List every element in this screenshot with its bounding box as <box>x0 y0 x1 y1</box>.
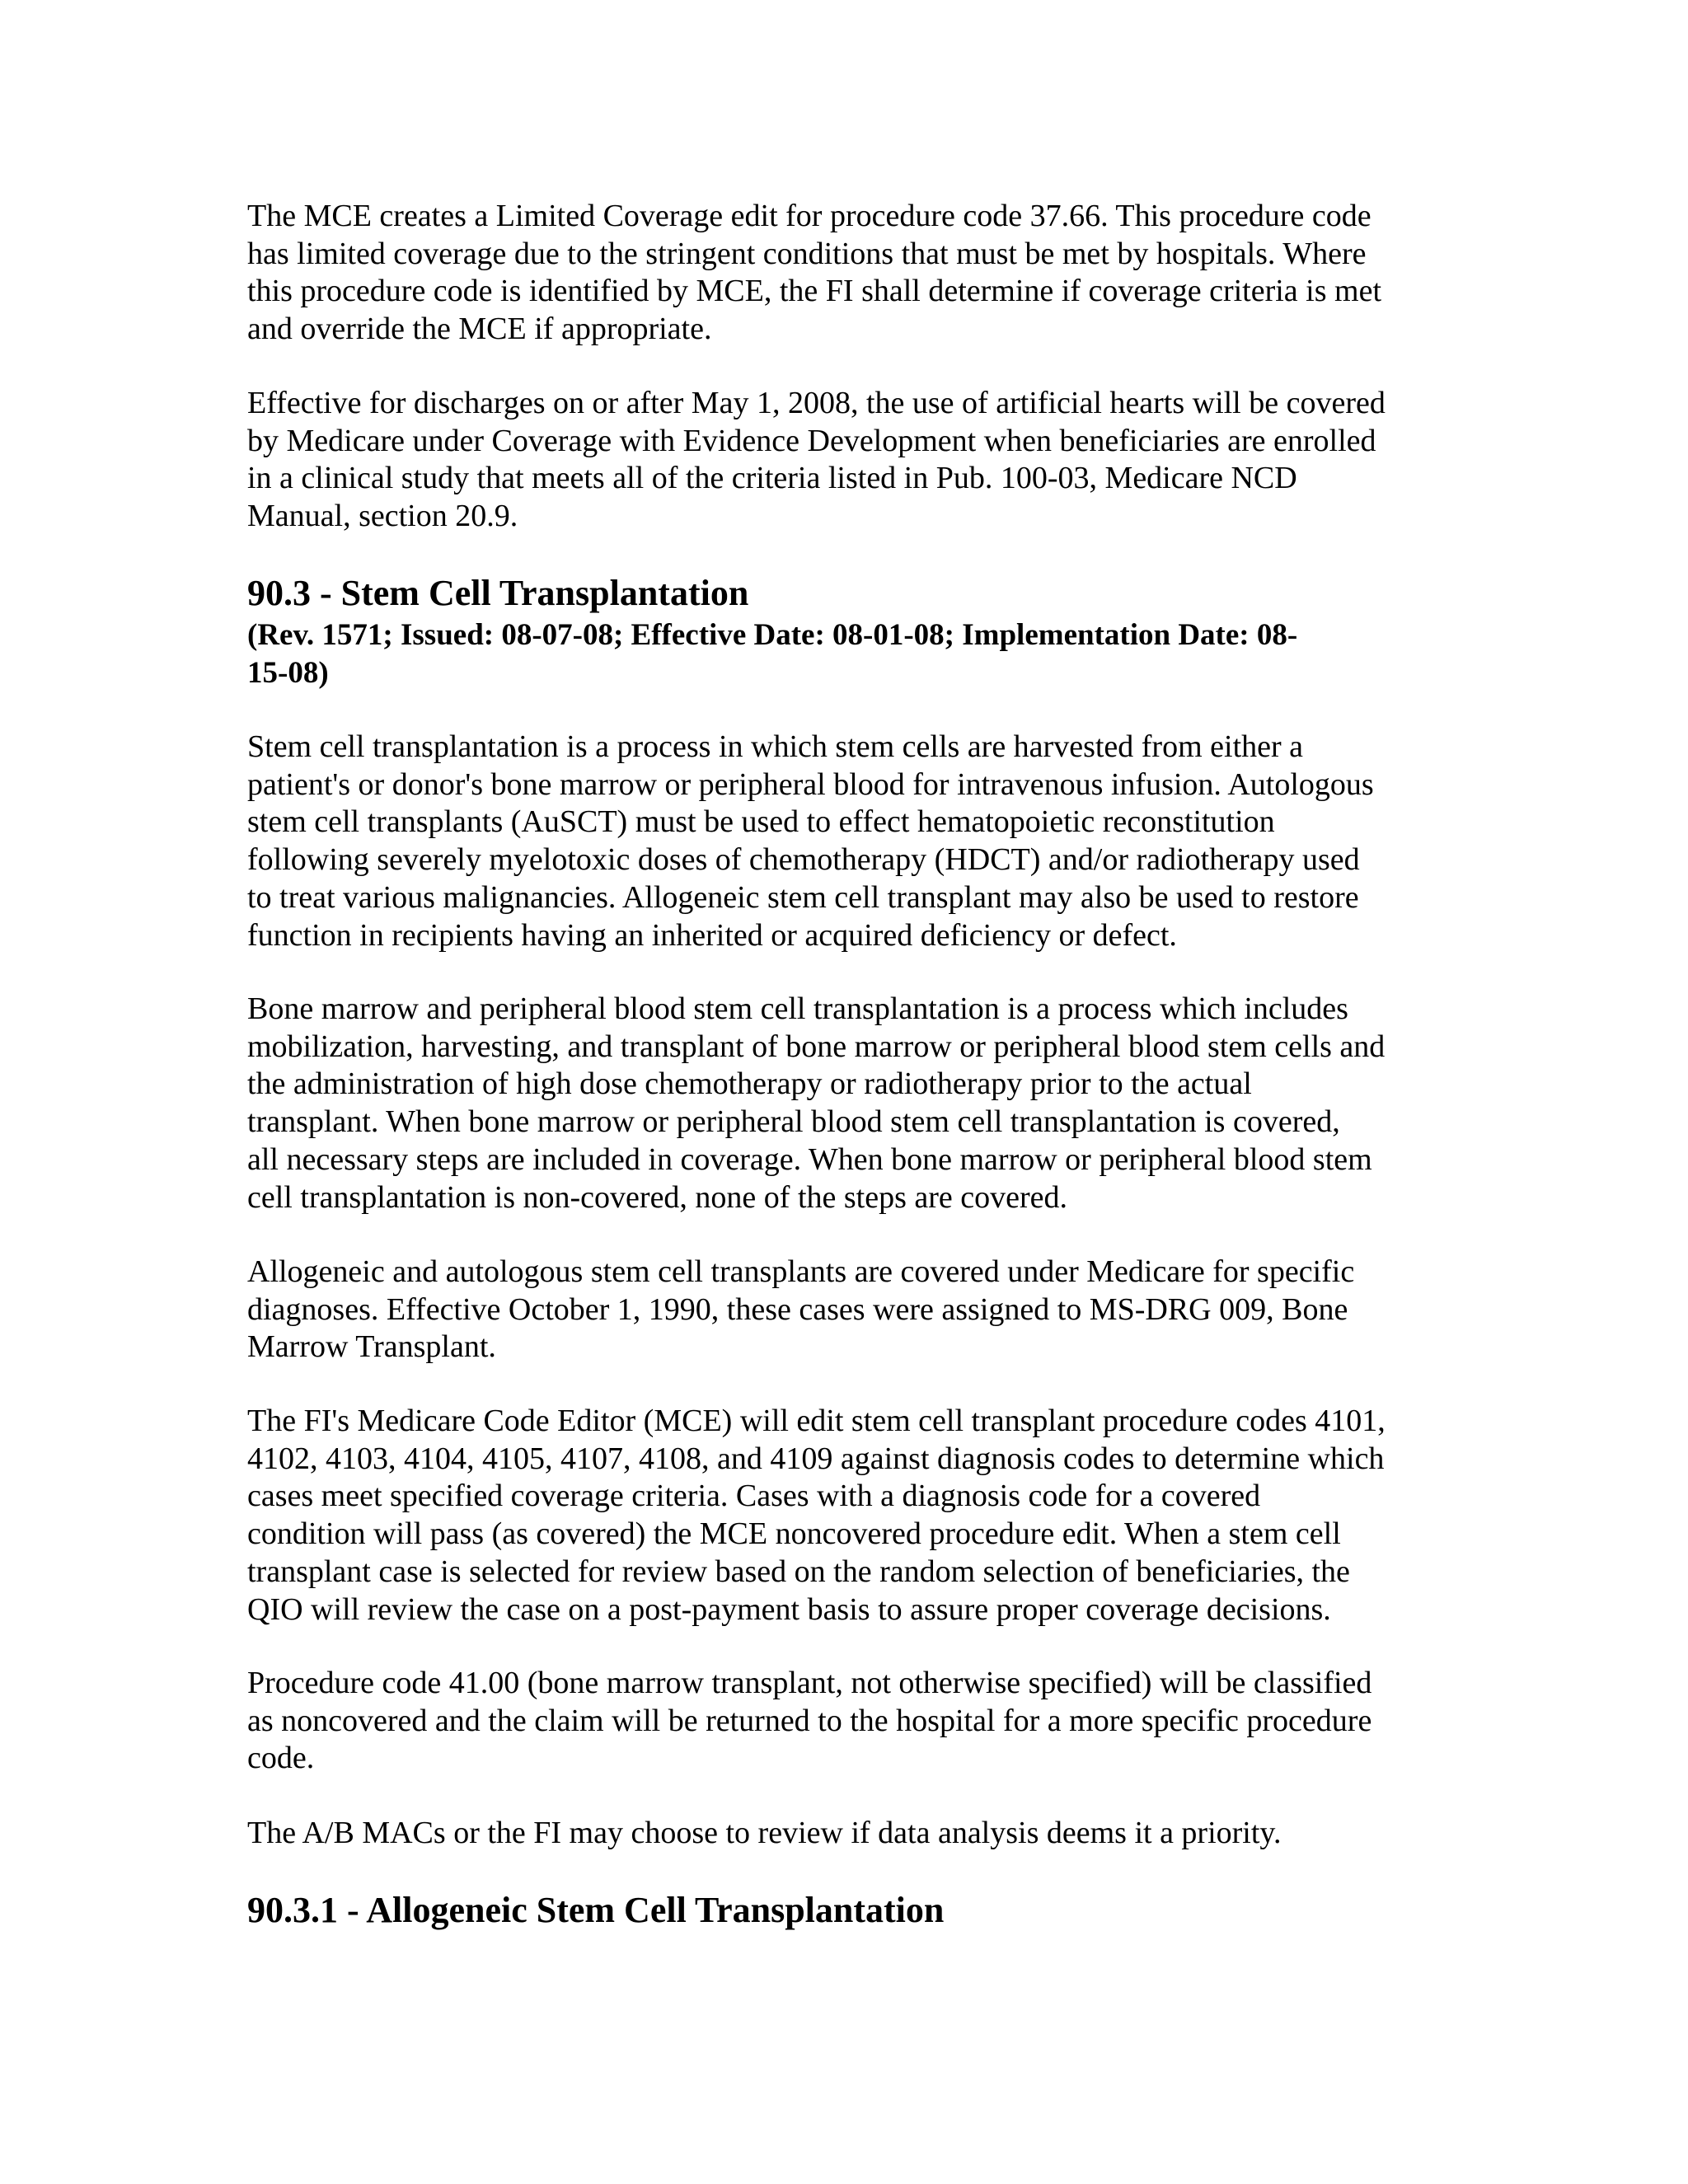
text-line: function in recipients having an inherited or acquired deficiency or defect. <box>247 917 1177 953</box>
text-line: The FI's Medicare Code Editor (MCE) will edit stem cell transplant procedure codes 4101, <box>247 1404 1386 1438</box>
text-line: transplant case is selected for review based on the random selection of beneficiaries, the <box>247 1554 1350 1589</box>
text-line: cell transplantation is non-covered, none of the steps are covered. <box>247 1179 1068 1215</box>
text-line: mobilization, harvesting, and transplant of bone marrow or peripheral blood stem cells and <box>247 1029 1386 1064</box>
paragraph-stem-cell-definition <box>247 729 1374 954</box>
text-line: code. <box>247 1741 315 1776</box>
text-line: all necessary steps are included in coverage. When bone marrow or peripheral blood stem <box>247 1141 1372 1177</box>
paragraph-procedure-code-4100 <box>247 1665 1372 1778</box>
text-line: diagnoses. Effective October 1, 1990, these cases were assigned to MS-DRG 009, Bone <box>247 1291 1348 1327</box>
paragraph-bone-marrow-process <box>247 991 1385 1216</box>
text-line: Bone marrow and peripheral blood stem cell transplantation is a process which includes <box>247 991 1348 1026</box>
section-heading-90-3-1: 90.3.1 - Allogeneic Stem Cell Transplantation <box>247 1890 945 1930</box>
paragraph-mac-review <box>247 1815 1281 1853</box>
text-line: Manual, section 20.9. <box>247 499 518 534</box>
revision-line: 15-08) <box>247 655 329 690</box>
text-line: by Medicare under Coverage with Evidence Development when beneficiaries are enrolled <box>247 423 1376 458</box>
paragraph-mce-edit <box>247 1403 1386 1629</box>
text-line: The A/B MACs or the FI may choose to review if data analysis deems it a priority. <box>247 1816 1282 1850</box>
text-line: the administration of high dose chemotherapy or radiotherapy prior to the actual <box>247 1066 1252 1102</box>
paragraph-coverage-diagnoses <box>247 1254 1354 1366</box>
text-line: The MCE creates a Limited Coverage edit for procedure code 37.66. This procedure code <box>247 199 1372 233</box>
text-line: 4102, 4103, 4104, 4105, 4107, 4108, and 4109 against diagnosis codes to determine which <box>247 1441 1385 1476</box>
revision-line: (Rev. 1571; Issued: 08-07-08; Effective Date: 08-01-08; Implementation Date: 08- <box>247 618 1298 652</box>
text-line: as noncovered and the claim will be returned to the hospital for a more specific procedure <box>247 1703 1372 1738</box>
text-line: cases meet specified coverage criteria. Cases with a diagnosis code for a covered <box>247 1479 1261 1514</box>
section-heading-90-3: 90.3 - Stem Cell Transplantation <box>247 573 749 613</box>
text-line: Marrow Transplant. <box>247 1329 496 1365</box>
text-line: this procedure code is identified by MCE, the FI shall determine if coverage criteria is met <box>247 274 1381 309</box>
paragraph-limited-coverage <box>247 198 1381 349</box>
text-line: has limited coverage due to the stringent conditions that must be met by hospitals. Where <box>247 236 1367 271</box>
text-line: QIO will review the case on a post-payment basis to assure proper coverage decisions. <box>247 1591 1331 1627</box>
text-line: following severely myelotoxic doses of chemotherapy (HDCT) and/or radiotherapy used <box>247 842 1360 878</box>
text-line: Allogeneic and autologous stem cell transplants are covered under Medicare for specific <box>247 1254 1355 1289</box>
text-line: stem cell transplants (AuSCT) must be used to effect hematopoietic reconstitution <box>247 804 1275 840</box>
text-line: patient's or donor's bone marrow or peripheral blood for intravenous infusion. Autologous <box>247 766 1374 802</box>
text-line: transplant. When bone marrow or peripheral blood stem cell transplantation is covered, <box>247 1104 1340 1140</box>
text-line: Stem cell transplantation is a process in which stem cells are harvested from either a <box>247 729 1304 764</box>
text-line: condition will pass (as covered) the MCE noncovered procedure edit. When a stem cell <box>247 1516 1341 1552</box>
text-line: and override the MCE if appropriate. <box>247 312 712 347</box>
paragraph-artificial-hearts <box>247 385 1386 536</box>
text-line: Effective for discharges on or after May 1, 2008, the use of artificial hearts will be covered <box>247 386 1386 420</box>
text-line: Procedure code 41.00 (bone marrow transplant, not otherwise specified) will be classified <box>247 1666 1372 1700</box>
text-line: in a clinical study that meets all of the criteria listed in Pub. 100-03, Medicare NCD <box>247 461 1297 496</box>
text-line: to treat various malignancies. Allogeneic stem cell transplant may also be used to restore <box>247 879 1359 915</box>
revision-info <box>247 616 1297 691</box>
